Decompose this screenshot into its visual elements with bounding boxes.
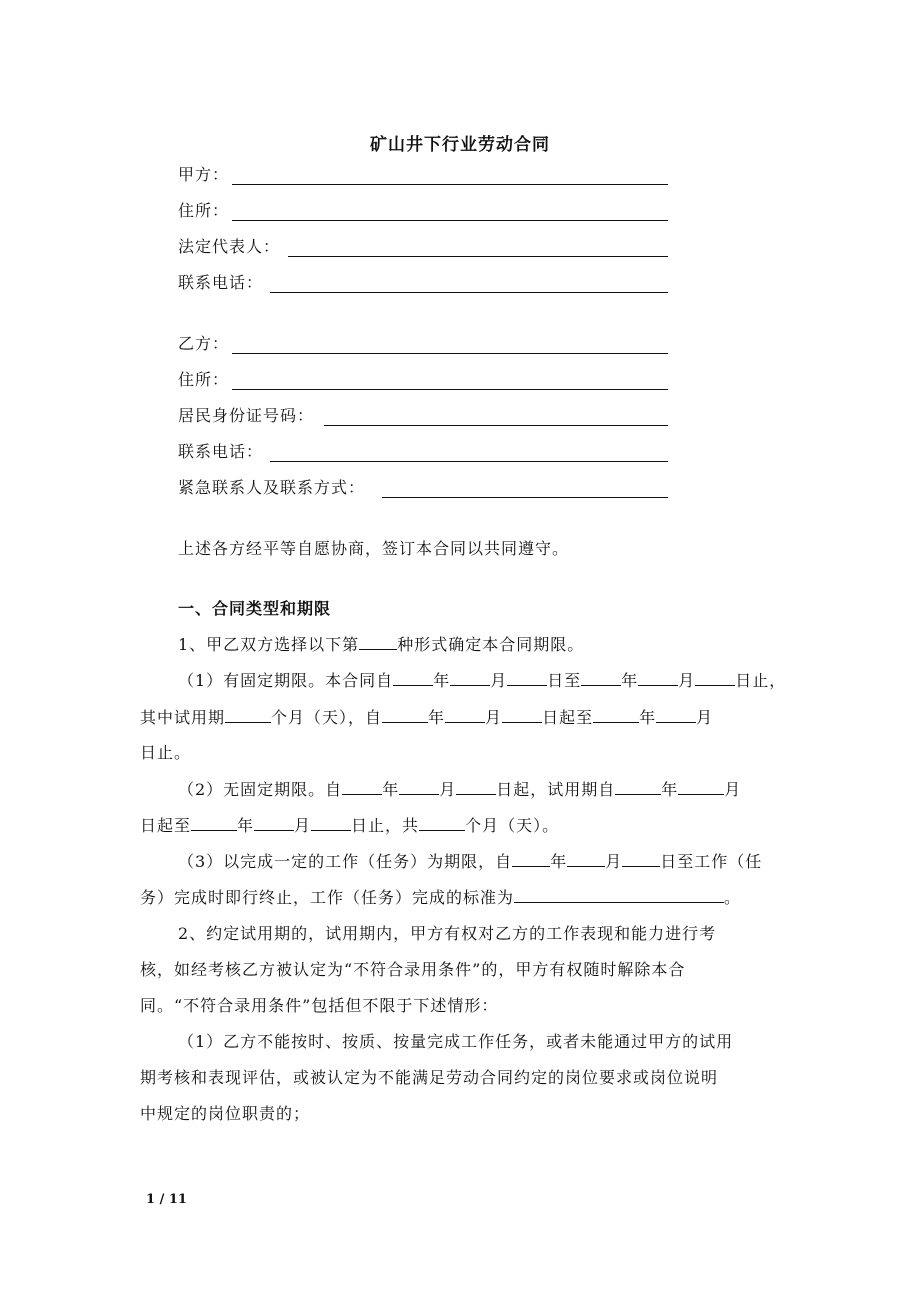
party-a-phone-label: 联系电话： bbox=[178, 273, 264, 292]
opt1-text: 年 bbox=[433, 671, 451, 690]
end-month-blank[interactable] bbox=[638, 669, 678, 686]
indef-start-day-blank[interactable] bbox=[456, 778, 496, 795]
party-b-name-label: 乙方： bbox=[178, 334, 230, 353]
opt2-text: 日起，试用期自 bbox=[496, 780, 616, 799]
opt1-text: 个月（天），自 bbox=[271, 708, 383, 727]
opt3-text: 务）完成时即行终止，工作（任务）完成的标准为 bbox=[140, 888, 515, 907]
option-1-line-2 bbox=[140, 705, 713, 728]
item-2-line-2: 核，如经考核乙方被认定为“不符合录用条件”的，甲方有权随时解除本合 bbox=[140, 960, 686, 979]
opt1-text: （1）有固定期限。本合同自 bbox=[178, 671, 394, 690]
probation-start-month-blank[interactable] bbox=[445, 706, 485, 723]
opt3-text: 日至工作（任 bbox=[660, 852, 763, 871]
item-2-line-3: 同。“不符合录用条件”包括但不限于下述情形： bbox=[140, 996, 499, 1015]
party-b-address-label: 住所： bbox=[178, 370, 230, 389]
option-2-line-2 bbox=[140, 813, 559, 836]
opt2-text: 个月（天）。 bbox=[465, 816, 560, 835]
item-2-line-1: 2、约定试用期的，试用期内，甲方有权对乙方的工作表现和能力进行考 bbox=[178, 924, 717, 943]
indef-probation-end-day-blank[interactable] bbox=[311, 814, 351, 831]
probation-start-day-blank[interactable] bbox=[502, 706, 542, 723]
indef-probation-end-month-blank[interactable] bbox=[254, 814, 294, 831]
item-1-line bbox=[178, 632, 584, 655]
party-a-address-field[interactable] bbox=[178, 198, 668, 224]
party-a-name-label: 甲方： bbox=[178, 165, 230, 184]
indef-probation-total-blank[interactable] bbox=[419, 814, 465, 831]
indef-start-year-blank[interactable] bbox=[342, 778, 382, 795]
opt1-text: 日止， bbox=[735, 671, 787, 690]
document-title: 矿山井下行业劳动合同 bbox=[370, 135, 550, 155]
party-b-id-field[interactable] bbox=[178, 403, 668, 429]
item-1-text-b: 种形式确定本合同期限。 bbox=[397, 635, 585, 654]
party-b-emergency-field[interactable] bbox=[178, 475, 668, 501]
probation-start-year-blank[interactable] bbox=[382, 706, 428, 723]
party-b-address-line[interactable] bbox=[232, 389, 668, 390]
party-a-address-label: 住所： bbox=[178, 201, 230, 220]
opt3-text: 月 bbox=[605, 852, 623, 871]
opt1-text: 年 bbox=[428, 708, 446, 727]
opt1-text: 年 bbox=[621, 671, 639, 690]
party-a-legal-rep-line[interactable] bbox=[288, 256, 668, 257]
party-a-name-line[interactable] bbox=[232, 184, 668, 185]
opt1-text: 日至 bbox=[547, 671, 582, 690]
item-2-1-line-2: 期考核和表现评估，或被认定为不能满足劳动合同约定的岗位要求或岗位说明 bbox=[140, 1068, 719, 1087]
page-number: 1 / 11 bbox=[146, 1192, 187, 1207]
indef-start-month-blank[interactable] bbox=[399, 778, 439, 795]
opt2-text: 日起至 bbox=[140, 816, 192, 835]
opt2-text: 月 bbox=[724, 780, 742, 799]
section-1-heading: 一、合同类型和期限 bbox=[178, 599, 332, 618]
option-1-line-1 bbox=[178, 668, 786, 691]
party-a-legal-rep-field[interactable] bbox=[178, 234, 668, 260]
indef-probation-end-year-blank[interactable] bbox=[191, 814, 237, 831]
opt2-text: 日止，共 bbox=[351, 816, 420, 835]
opt2-text: 年 bbox=[661, 780, 679, 799]
opt1-text: 其中试用期 bbox=[140, 708, 226, 727]
item-1-text-a: 1、甲乙双方选择以下第 bbox=[178, 635, 360, 654]
start-year-blank[interactable] bbox=[393, 669, 433, 686]
end-day-blank[interactable] bbox=[695, 669, 735, 686]
start-day-blank[interactable] bbox=[507, 669, 547, 686]
party-b-name-line[interactable] bbox=[232, 353, 668, 354]
party-a-phone-line[interactable] bbox=[270, 292, 668, 293]
item-2-1-line-1: （1）乙方不能按时、按质、按量完成工作任务，或者未能通过甲方的试用 bbox=[178, 1032, 734, 1051]
task-start-year-blank[interactable] bbox=[512, 850, 550, 867]
form-choice-blank[interactable] bbox=[359, 633, 397, 650]
probation-end-month-blank[interactable] bbox=[656, 706, 696, 723]
task-start-month-blank[interactable] bbox=[567, 850, 605, 867]
party-b-phone-field[interactable] bbox=[178, 439, 668, 465]
party-b-emergency-line[interactable] bbox=[382, 497, 668, 498]
intro-text: 上述各方经平等自愿协商，签订本合同以共同遵守。 bbox=[178, 539, 570, 558]
opt3-text: 。 bbox=[724, 888, 742, 907]
task-standard-blank[interactable] bbox=[514, 886, 724, 903]
party-b-name-field[interactable] bbox=[178, 331, 668, 357]
probation-months-blank[interactable] bbox=[225, 706, 271, 723]
party-b-phone-label: 联系电话： bbox=[178, 442, 264, 461]
option-1-line-3: 日止。 bbox=[140, 743, 192, 762]
option-2-line-1 bbox=[178, 777, 741, 800]
opt1-text: 月 bbox=[485, 708, 503, 727]
party-b-emergency-label: 紧急联系人及联系方式： bbox=[178, 478, 366, 497]
party-a-legal-rep-label: 法定代表人： bbox=[178, 237, 281, 256]
opt1-text: 日起至 bbox=[542, 708, 594, 727]
task-start-day-blank[interactable] bbox=[622, 850, 660, 867]
indef-probation-month-blank[interactable] bbox=[678, 778, 724, 795]
indef-probation-year-blank[interactable] bbox=[615, 778, 661, 795]
item-2-1-line-3: 中规定的岗位职责的； bbox=[140, 1104, 311, 1123]
party-a-phone-field[interactable] bbox=[178, 270, 668, 296]
opt2-text: 年 bbox=[237, 816, 255, 835]
option-3-line-2 bbox=[140, 885, 741, 908]
probation-end-year-blank[interactable] bbox=[593, 706, 639, 723]
end-year-blank[interactable] bbox=[581, 669, 621, 686]
party-b-id-line[interactable] bbox=[324, 425, 668, 426]
opt3-text: 年 bbox=[550, 852, 568, 871]
start-month-blank[interactable] bbox=[450, 669, 490, 686]
party-b-phone-line[interactable] bbox=[270, 461, 668, 462]
opt2-text: 月 bbox=[294, 816, 312, 835]
party-b-address-field[interactable] bbox=[178, 367, 668, 393]
option-3-line-1 bbox=[178, 849, 762, 872]
party-a-address-line[interactable] bbox=[232, 220, 668, 221]
opt2-text: 年 bbox=[382, 780, 400, 799]
opt1-text: 月 bbox=[696, 708, 714, 727]
opt1-text: 年 bbox=[639, 708, 657, 727]
opt1-text: 月 bbox=[490, 671, 508, 690]
opt1-text: 月 bbox=[678, 671, 696, 690]
opt2-text: （2）无固定期限。自 bbox=[178, 780, 343, 799]
opt2-text: 月 bbox=[439, 780, 457, 799]
party-b-id-label: 居民身份证号码： bbox=[178, 406, 315, 425]
party-a-name-field[interactable] bbox=[178, 162, 668, 188]
opt3-text: （3）以完成一定的工作（任务）为期限，自 bbox=[178, 852, 513, 871]
